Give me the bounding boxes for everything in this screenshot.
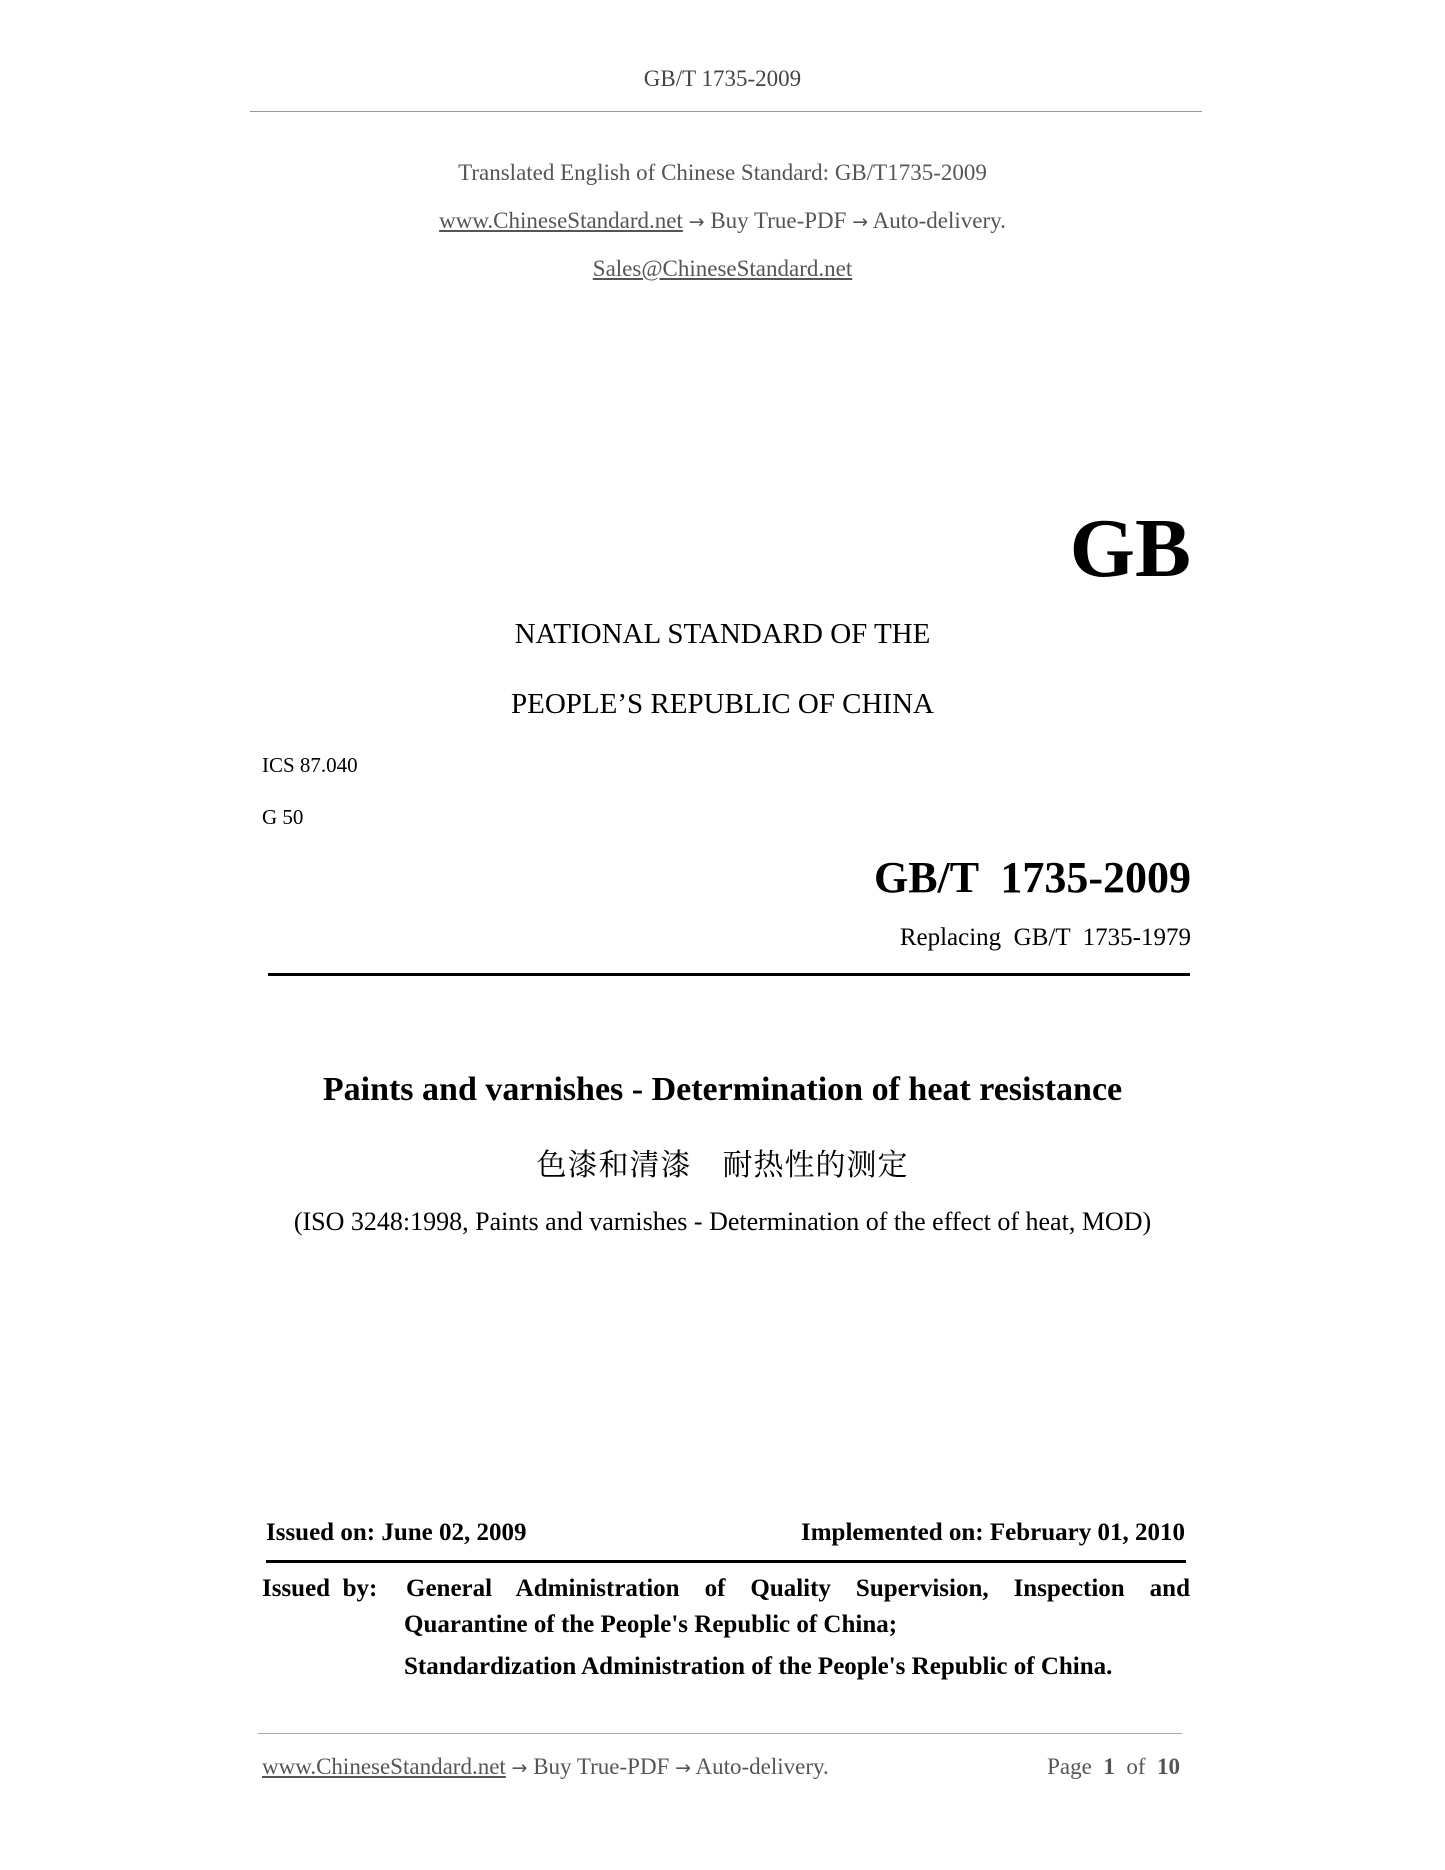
implemented-on-date: Implemented on: February 01, 2010 [801, 1519, 1185, 1546]
issued-by-line2: Quarantine of the People's Republic of China; [404, 1611, 898, 1638]
arrow-right-icon: → [852, 211, 869, 233]
issued-by-line1: General Administration of Quality Supervision, Inspection and [406, 1575, 1190, 1602]
footer-divider [258, 1733, 1182, 1734]
standard-number: GB/T 1735-2009 [873, 853, 1191, 902]
site-link[interactable]: www.ChineseStandard.net [439, 208, 683, 233]
footer-auto-delivery-text: Auto-delivery. [695, 1754, 829, 1779]
promo-line [0, 208, 1445, 234]
footer-site-link[interactable]: www.ChineseStandard.net [262, 1754, 506, 1779]
running-header-title: GB/T 1735-2009 [643, 66, 802, 91]
issued-on-date: Issued on: June 02, 2009 [266, 1519, 527, 1546]
translation-notice: Translated English of Chinese Standard: GB/T1735-2009 [458, 160, 987, 185]
page-total: 10 [1157, 1754, 1180, 1779]
auto-delivery-text: Auto-delivery. [872, 208, 1006, 233]
title-divider [268, 973, 1190, 976]
arrow-right-icon: → [688, 211, 705, 233]
header-divider [250, 111, 1202, 112]
footer-promo [262, 1754, 829, 1780]
national-standard-line2: PEOPLE’S REPUBLIC OF CHINA [511, 688, 934, 720]
national-standard-line1: NATIONAL STANDARD OF THE [514, 618, 931, 650]
email-link[interactable]: Sales@ChineseStandard.net [592, 256, 853, 281]
issue-divider [266, 1560, 1186, 1563]
page-current: 1 [1103, 1754, 1115, 1779]
arrow-right-icon: → [675, 1757, 692, 1779]
iso-reference: (ISO 3248:1998, Paints and varnishes - Determination of the effect of heat, MOD) [293, 1207, 1152, 1236]
email-line [0, 256, 1445, 282]
issued-by-line3: Standardization Administration of the People's Republic of China. [404, 1653, 1113, 1680]
english-title: Paints and varnishes - Determination of heat resistance [322, 1071, 1123, 1108]
ics-code: ICS 87.040 [262, 753, 358, 777]
replacing-standard: Replacing GB/T 1735-1979 [899, 924, 1191, 951]
page-label: Page [1047, 1754, 1092, 1779]
page-indicator [1047, 1754, 1180, 1780]
buy-pdf-text: Buy True-PDF [710, 208, 847, 233]
issued-by-label: Issued by: [262, 1575, 378, 1602]
gb-mark: GB [1069, 502, 1191, 595]
footer-buy-pdf-text: Buy True-PDF [533, 1754, 670, 1779]
arrow-right-icon: → [511, 1757, 528, 1779]
ccs-code: G 50 [262, 805, 304, 829]
chinese-title: 色漆和清漆 耐热性的测定 [536, 1148, 909, 1183]
page-of-label: of [1126, 1754, 1146, 1779]
